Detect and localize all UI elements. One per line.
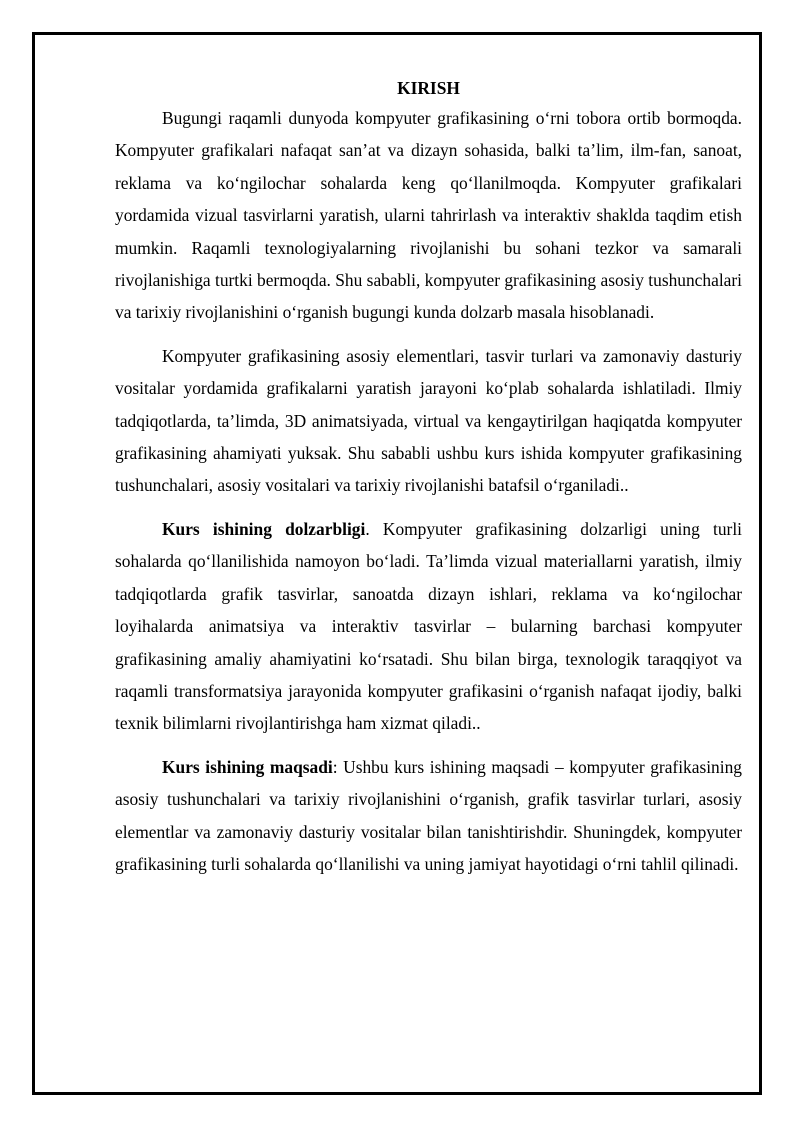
paragraph-intro	[115, 102, 742, 329]
page-title: KIRISH	[397, 78, 460, 98]
paragraph-elements	[115, 340, 742, 502]
paragraph-text: . Kompyuter grafikasining dolzarligi uning turli sohalarda qo‘llanilishida namoyon bo‘ladi. Ta’limda vizual materiallarni yaratish, ilmiy tadqiqotlarda grafik tasvirlar, sanoatda dizayn ishlari, reklama va ko‘ngilochar loyihalarda animatsiya va interaktiv tasvirlar – bularning barchasi kompyuter grafikasining amaliy ahamiyatini ko‘rsatadi. Shu bilan birga, texnologik taraqqiyot va raqamli transformatsiya jarayonida kompyuter grafikasini o‘rganish nafaqat ijodiy, balki texnik bilimlarni rivojlantirishga ham xizmat qiladi..	[115, 518, 742, 734]
paragraph-lead: Kurs ishining dolzarbligi	[162, 518, 366, 539]
document-body	[115, 74, 742, 891]
paragraph-lead: Kurs ishining maqsadi	[162, 756, 333, 777]
paragraph-text: : Ushbu kurs ishining maqsadi – kompyuter grafikasining asosiy tushunchalari va tarixiy rivojlanishini o‘rganish, grafik tasvirlar turlari, asosiy elementlar va zamonaviy dasturiy vositalar bilan tanishtirishdir. Shuningdek, kompyuter grafikasining turli sohalarda qo‘llanilishi va uning jamiyat hayotidagi o‘rni tahlil qilinadi.	[115, 756, 742, 874]
paragraph-relevance	[115, 513, 742, 740]
paragraph-text: Bugungi raqamli dunyoda kompyuter grafikasining o‘rni tobora ortib bormoqda. Kompyuter grafikalari nafaqat san’at va dizayn sohasida, balki ta’lim, ilm-fan, sanoat, reklama va ko‘ngilochar sohalarda keng qo‘llanilmoqda. Kompyuter grafikalari yordamida vizual tasvirlarni yaratish, ularni tahrirlash va interaktiv shaklda taqdim etish mumkin. Raqamli texnologiyalarning rivojlanishi bu sohani tezkor va samarali rivojlanishiga turtki bermoqda. Shu sababli, kompyuter grafikasining asosiy tushunchalari va tarixiy rivojlanishini o‘rganish bugungi kunda dolzarb masala hisoblanadi.	[115, 108, 742, 323]
paragraph-text: Kompyuter grafikasining asosiy elementlari, tasvir turlari va zamonaviy dasturiy vositalar yordamida grafikalarni yaratish jarayoni ko‘plab sohalarda ishlatiladi. Ilmiy tadqiqotlarda, ta’limda, 3D animatsiyada, virtual va kengaytirilgan haqiqatda kompyuter grafikasining ahamiyati yuksak. Shu sababli ushbu kurs ishida kompyuter grafikasining tushunchalari, asosiy vositalari va tarixiy rivojlanishi batafsil o‘rganiladi..	[115, 345, 742, 496]
paragraph-goal	[115, 751, 742, 881]
